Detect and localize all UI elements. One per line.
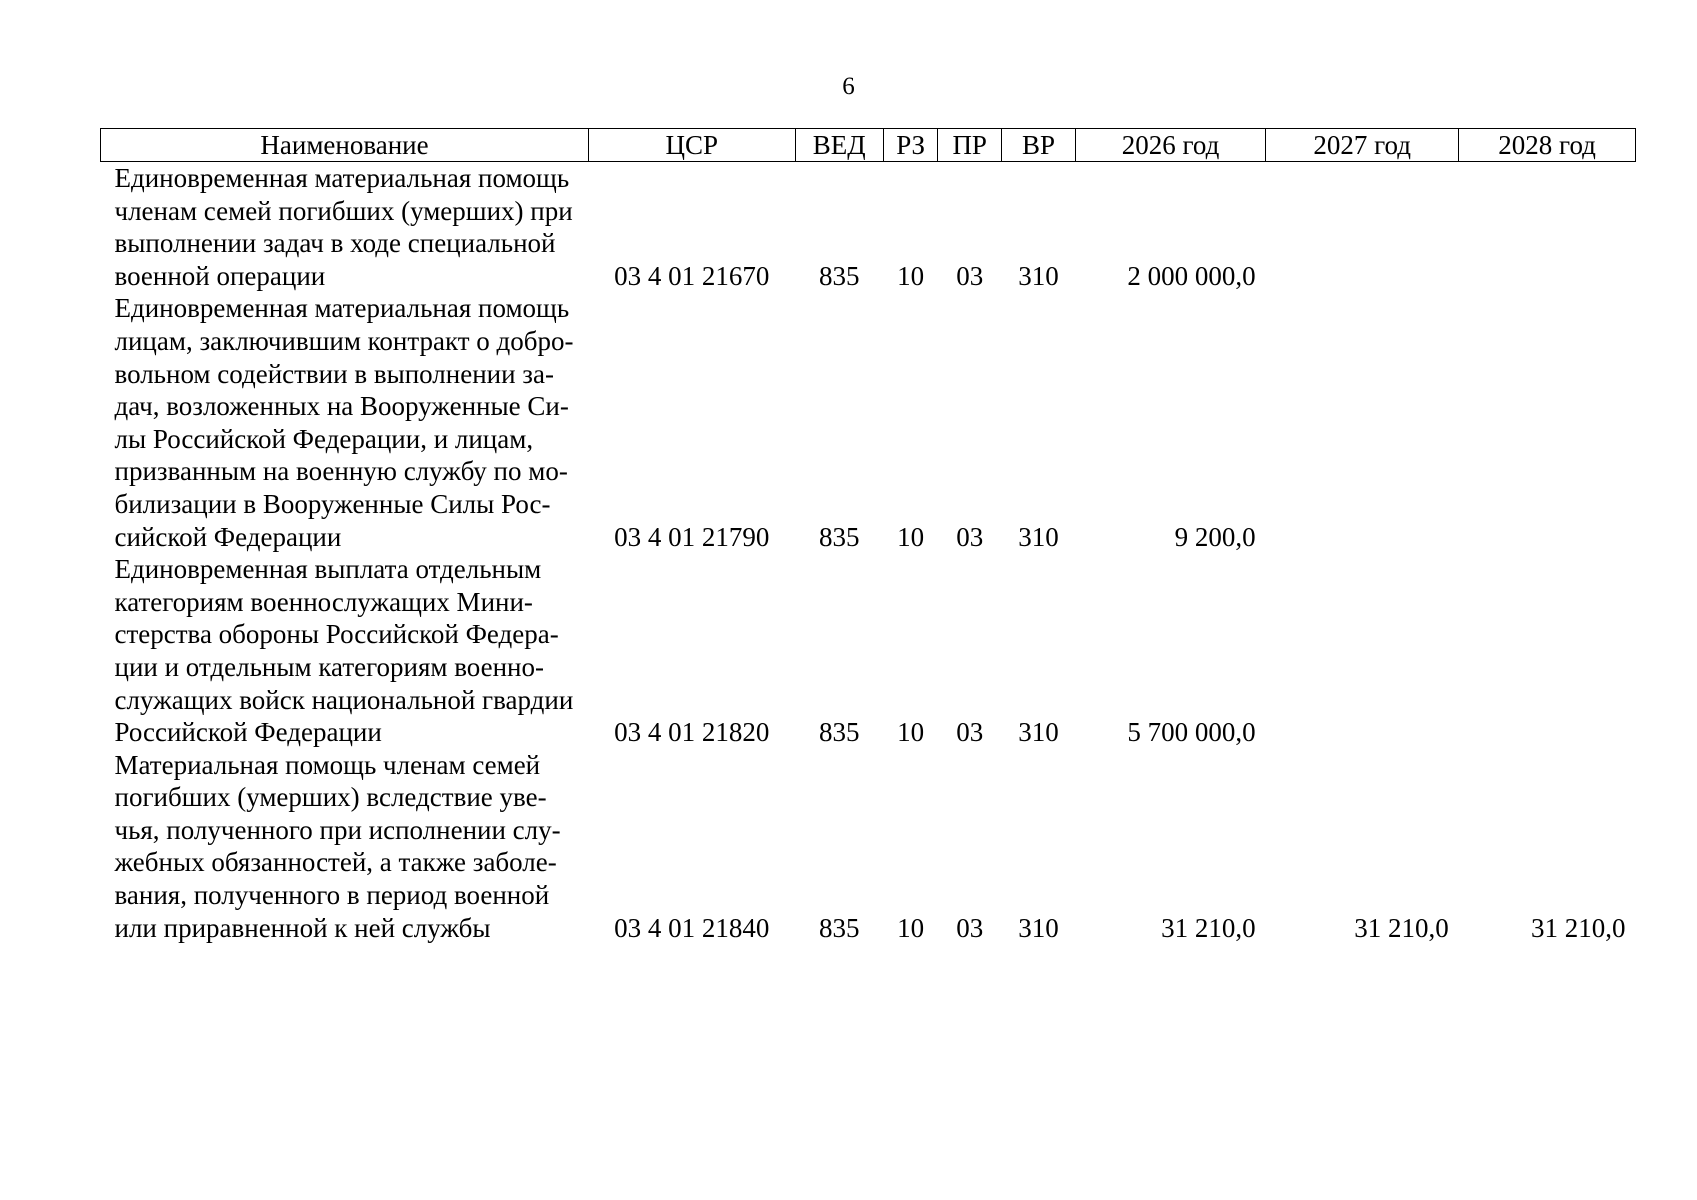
row-name-line: погибших (умерших) вследствие уве- [114,782,547,813]
row-name-line: призванным на военную службу по мо- [114,456,568,487]
cell-ved: 835 [818,260,860,291]
row-name-cell [101,162,589,293]
cell-y2028 [1459,162,1636,293]
cell-y2026: 9 200,0 [1174,521,1256,552]
cell-rz: 10 [897,521,925,552]
row-name-line: членам семей погибших (умерших) при [114,195,573,226]
table-body [101,162,1636,945]
row-name-line: или приравненной к ней службы [114,912,491,943]
header-2028: 2028 год [1459,129,1636,162]
cell-vr: 310 [1018,260,1059,291]
cell-vr: 310 [1018,521,1059,552]
header-ved: ВЕД [795,129,883,162]
row-name-line: чья, полученного при исполнении слу- [114,814,561,845]
row-name-line: военной операции [114,260,326,291]
table-row [101,749,1636,945]
budget-table [100,128,1636,944]
table-row [101,292,1636,553]
cell-csr: 03 4 01 21670 [614,260,770,291]
header-row [101,129,1636,162]
cell-ved: 835 [818,912,860,943]
row-name-line: служащих войск национальной гвардии [114,684,574,715]
cell-rz: 10 [897,717,925,748]
cell-y2027 [1266,162,1459,293]
row-name-line: билизации в Вооруженные Силы Рос- [114,488,551,519]
row-name-line: Материальная помощь членам семей [114,749,541,780]
row-name-line: жебных обязанностей, а также заболе- [114,847,557,878]
cell-y2028 [1459,553,1636,749]
cell-rz: 10 [897,260,925,291]
row-name-line: лицам, заключившим контракт о добро- [114,325,574,356]
table-row [101,162,1636,293]
header-rz: РЗ [883,129,937,162]
row-name-cell [101,749,589,945]
cell-rz: 10 [897,912,925,943]
cell-ved: 835 [818,717,860,748]
header-2026: 2026 год [1076,129,1266,162]
row-name-line: категориям военнослужащих Мини- [114,586,533,617]
row-name-line: Российской Федерации [114,717,382,748]
header-2027: 2027 год [1266,129,1459,162]
row-name-line: вольном содействии в выполнении за- [114,358,554,389]
cell-csr: 03 4 01 21820 [614,717,770,748]
cell-csr: 03 4 01 21840 [614,912,770,943]
cell-y2028: 31 210,0 [1531,912,1626,943]
header-csr: ЦСР [589,129,796,162]
cell-y2026: 5 700 000,0 [1127,717,1256,748]
cell-pr: 03 [956,717,984,748]
row-name-cell [101,553,589,749]
row-name-cell [101,292,589,553]
row-name-line: Единовременная материальная помощь [114,293,570,324]
cell-ved: 835 [818,521,860,552]
header-name: Наименование [101,129,589,162]
cell-csr: 03 4 01 21790 [614,521,770,552]
row-name-line: Единовременная выплата отдельным [114,554,542,585]
row-name-line: стерства обороны Российской Федера- [114,619,559,650]
cell-y2027 [1266,292,1459,553]
table-header [101,129,1636,162]
row-name-line: Единовременная материальная помощь [114,163,570,193]
header-vr: ВР [1002,129,1076,162]
cell-y2027 [1266,553,1459,749]
cell-y2028 [1459,292,1636,553]
row-name-line: сийской Федерации [114,521,342,552]
row-name-line: вания, полученного в период военной [114,880,550,911]
row-name-line: ции и отдельным категориям военно- [114,651,544,682]
cell-vr: 310 [1018,717,1059,748]
header-pr: ПР [938,129,1002,162]
cell-pr: 03 [956,912,984,943]
cell-y2026: 31 210,0 [1161,912,1256,943]
cell-vr: 310 [1018,912,1059,943]
cell-y2027: 31 210,0 [1354,912,1449,943]
cell-y2026: 2 000 000,0 [1127,260,1256,291]
cell-pr: 03 [956,260,984,291]
table-row [101,553,1636,749]
row-name-line: выполнении задач в ходе специальной [114,228,556,259]
row-name-line: лы Российской Федерации, и лицам, [114,423,534,454]
row-name-line: дач, возложенных на Вооруженные Си- [114,391,569,422]
cell-pr: 03 [956,521,984,552]
page-number: 6 [842,73,855,100]
